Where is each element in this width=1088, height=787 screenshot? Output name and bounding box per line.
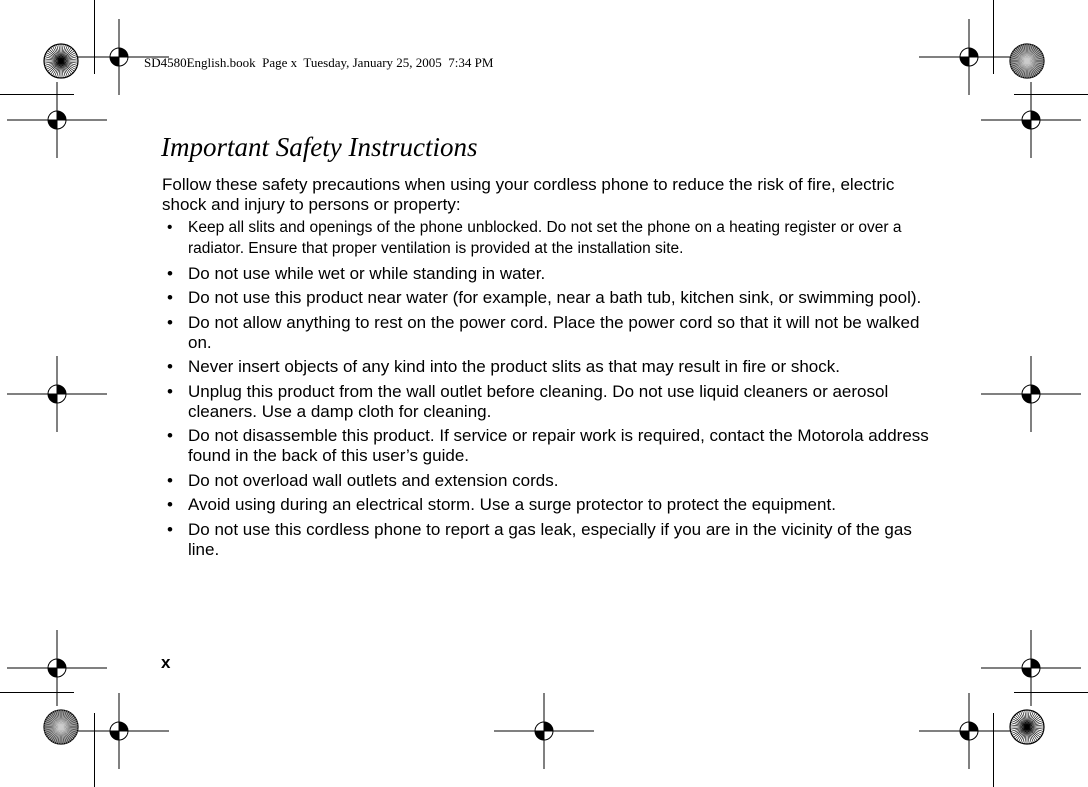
list-item: [162, 426, 932, 466]
list-item-text: Do not allow anything to rest on the power cord. Place the power cord so that it will not be walked on.: [188, 312, 920, 352]
list-item: [162, 471, 932, 491]
registration-mark-right-lower: [981, 630, 1081, 706]
list-item-text: Never insert objects of any kind into the product slits as that may result in fire or shock.: [188, 357, 840, 376]
registration-mark-right-upper: [981, 82, 1081, 158]
safety-instructions-list: [162, 218, 932, 564]
list-item: [162, 264, 932, 284]
intro-paragraph: Follow these safety precautions when using your cordless phone to reduce the risk of fire, electric shock and injury to persons or property:: [162, 175, 895, 214]
list-item: [162, 520, 932, 560]
list-item: [162, 382, 932, 422]
bullet-icon: •: [167, 495, 173, 514]
list-item-text: Do not overload wall outlets and extension cords.: [188, 470, 559, 490]
bullet-icon: •: [167, 357, 173, 376]
star-target-bottom-left: [44, 710, 78, 744]
registration-mark-bottom-center: [494, 693, 594, 769]
bullet-icon: •: [167, 288, 173, 307]
bullet-icon: •: [167, 263, 173, 283]
list-item: [162, 495, 932, 515]
page-title: Important Safety Instructions: [161, 132, 478, 162]
bullet-icon: •: [167, 519, 173, 539]
star-target-top-left: [44, 44, 78, 78]
book-slug-header: SD4580English.book Page x Tuesday, January 25, 2005 7:34 PM: [144, 55, 494, 70]
registration-mark-left-lower: [7, 630, 107, 706]
list-item-text: Keep all slits and openings of the phone unblocked. Do not set the phone on a heating register or over a radiator. Ensure that proper ventilation is provided at the installation site.: [188, 219, 902, 257]
list-item-text: Avoid using during an electrical storm. Use a surge protector to protect the equipment.: [188, 495, 836, 514]
registration-mark-bottom-left: [69, 693, 169, 769]
bullet-icon: •: [167, 470, 173, 490]
bullet-icon: •: [167, 426, 173, 445]
list-item-text: Do not disassemble this product. If service or repair work is required, contact the Motorola address found in the back of this user’s guide.: [188, 426, 929, 465]
registration-mark-bottom-right: [919, 693, 1019, 769]
star-target-bottom-right: [1010, 710, 1044, 744]
registration-mark-top-right: [919, 19, 1019, 95]
list-item: [162, 288, 932, 308]
list-item: [162, 218, 932, 259]
list-item-text: Unplug this product from the wall outlet before cleaning. Do not use liquid cleaners or aerosol cleaners. Use a damp cloth for cleaning.: [188, 381, 889, 421]
bullet-icon: •: [167, 381, 173, 401]
registration-mark-right-middle: [981, 356, 1081, 432]
bullet-icon: •: [167, 312, 173, 332]
registration-mark-left-upper: [7, 82, 107, 158]
star-target-top-right: [1010, 44, 1044, 78]
list-item: [162, 357, 932, 377]
page-number: x: [161, 653, 171, 672]
list-item: [162, 313, 932, 353]
list-item-text: Do not use while wet or while standing in water.: [188, 263, 546, 283]
list-item-text: Do not use this product near water (for example, near a bath tub, kitchen sink, or swimming pool).: [188, 288, 922, 307]
list-item-text: Do not use this cordless phone to report a gas leak, especially if you are in the vicinity of the gas line.: [188, 519, 912, 559]
bullet-icon: •: [167, 219, 173, 236]
registration-mark-left-middle: [7, 356, 107, 432]
